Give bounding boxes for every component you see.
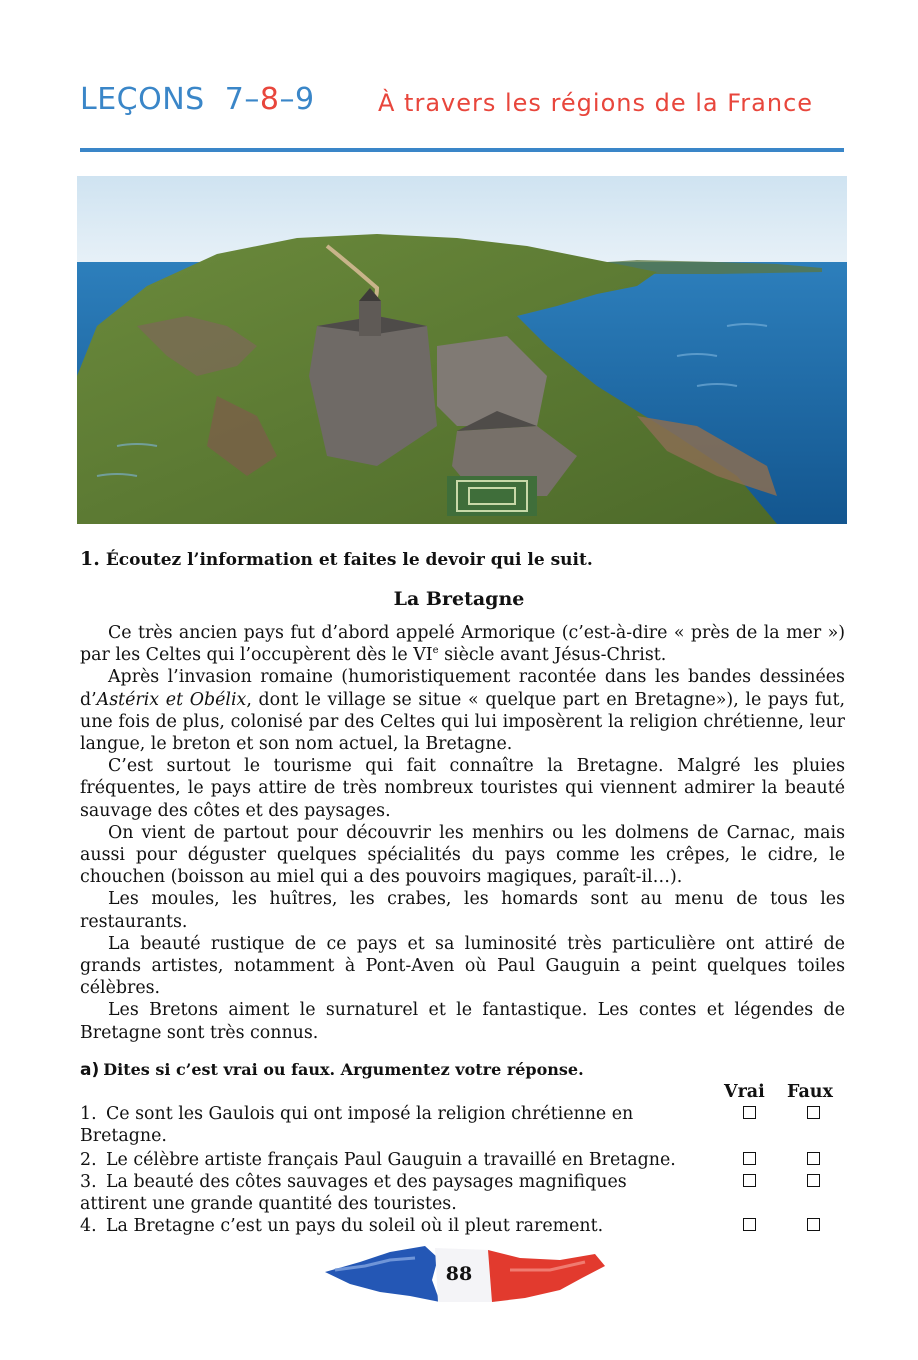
paragraph-text: siècle avant Jésus-Christ. — [438, 645, 667, 666]
checkbox-vrai-1[interactable] — [743, 1106, 756, 1119]
article-body — [80, 622, 845, 1044]
statement-4 — [80, 1215, 700, 1237]
comic-title: Astérix et Obélix — [96, 689, 247, 710]
lesson-header — [80, 82, 844, 152]
statement-text: La beauté des côtes sauvages et des paysages magnifiques attirent une grande quantité des touristes. — [80, 1172, 627, 1214]
checkbox-vrai-2[interactable] — [743, 1152, 756, 1165]
task-a-instruction — [80, 1060, 584, 1080]
statement-2 — [80, 1149, 740, 1171]
paragraph-3: C’est surtout le tourisme qui fait connaître la Bretagne. Malgré les pluies fréquentes, le pays attire de très nombreux touristes qui viennent admirer la beauté sauvage des côtes et des paysages. — [80, 756, 845, 821]
dash: – — [244, 82, 260, 117]
statement-text: Ce sont les Gaulois qui ont imposé la religion chrétienne en Bretagne. — [80, 1104, 634, 1146]
paragraph-1 — [80, 622, 845, 666]
statement-number: 2. — [80, 1150, 97, 1170]
brittany-coast-photo — [77, 176, 847, 524]
paragraph-text: , dont le village se situe « quelque part en Bretagne»), le pays fut, une fois de plus, colonisé par des Celtes qui lui imposèrent la religion chrétienne, leur langue, le breton et son nom actuel, la Bretagne. — [80, 689, 846, 755]
page-number: 88 — [445, 1263, 473, 1285]
lesson-7: 7 — [224, 82, 245, 117]
checkbox-faux-4[interactable] — [807, 1218, 820, 1231]
statement-number: 3. — [80, 1172, 97, 1192]
statement-text: La Bretagne c’est un pays du soleil où il pleut rarement. — [106, 1216, 604, 1236]
checkbox-vrai-3[interactable] — [743, 1174, 756, 1187]
checkbox-faux-1[interactable] — [807, 1106, 820, 1119]
exercise-instruction — [80, 548, 593, 570]
exercise-text: Écoutez l’information et faites le devoir qui le suit. — [105, 550, 593, 570]
paragraph-text: Ce très ancien pays fut d’abord appelé Armorique (c’est-à-dire « près de la mer ») par les Celtes qui l’occupèrent dès le VI — [80, 623, 845, 666]
header-rule — [80, 148, 844, 152]
statement-number: 1. — [80, 1104, 97, 1124]
exercise-number: 1. — [80, 548, 100, 570]
task-letter: a) — [80, 1060, 100, 1080]
article-title: La Bretagne — [393, 588, 525, 610]
paragraph-4: On vient de partout pour découvrir les menhirs ou les dolmens de Carnac, mais aussi pour déguster quelques spécialités du pays comme les crêpes, le cidre, le chouchen (boisson au miel qui a des pouvoirs magiques, paraît-il…). — [80, 822, 845, 888]
dash: – — [279, 82, 295, 117]
statement-1 — [80, 1103, 680, 1147]
checkbox-faux-3[interactable] — [807, 1174, 820, 1187]
lesson-8: 8 — [259, 82, 280, 117]
checkbox-faux-2[interactable] — [807, 1152, 820, 1165]
paragraph-5: Les moules, les huîtres, les crabes, les homards sont au menu de tous les restaurants. — [80, 889, 845, 932]
superscript: e — [432, 645, 439, 657]
lecons-label: LEÇONS — [80, 82, 205, 117]
statement-3 — [80, 1171, 690, 1215]
paragraph-6: La beauté rustique de ce pays et sa luminosité très particulière ont attiré de grands artistes, notamment à Pont-Aven où Paul Gauguin a peint quelques toiles célèbres. — [80, 933, 845, 999]
paragraph-7: Les Bretons aiment le surnaturel et le fantastique. Les contes et légendes de Bretagne sont très connus. — [80, 1000, 845, 1043]
lesson-title: À travers les régions de la France — [378, 89, 814, 117]
task-text: Dites si c’est vrai ou faux. Argumentez votre réponse. — [103, 1060, 584, 1079]
column-faux: Faux — [787, 1082, 833, 1102]
paragraph-2 — [80, 666, 845, 755]
column-vrai: Vrai — [724, 1082, 765, 1102]
lesson-numbers — [80, 82, 315, 117]
lesson-9: 9 — [294, 82, 315, 117]
statement-number: 4. — [80, 1216, 97, 1236]
paragraph-text: Après l’invasion romaine (humoristiquement racontée dans les bandes dessinées d’ — [80, 667, 845, 710]
statement-text: Le célèbre artiste français Paul Gauguin a travaillé en Bretagne. — [106, 1150, 676, 1170]
checkbox-vrai-4[interactable] — [743, 1218, 756, 1231]
